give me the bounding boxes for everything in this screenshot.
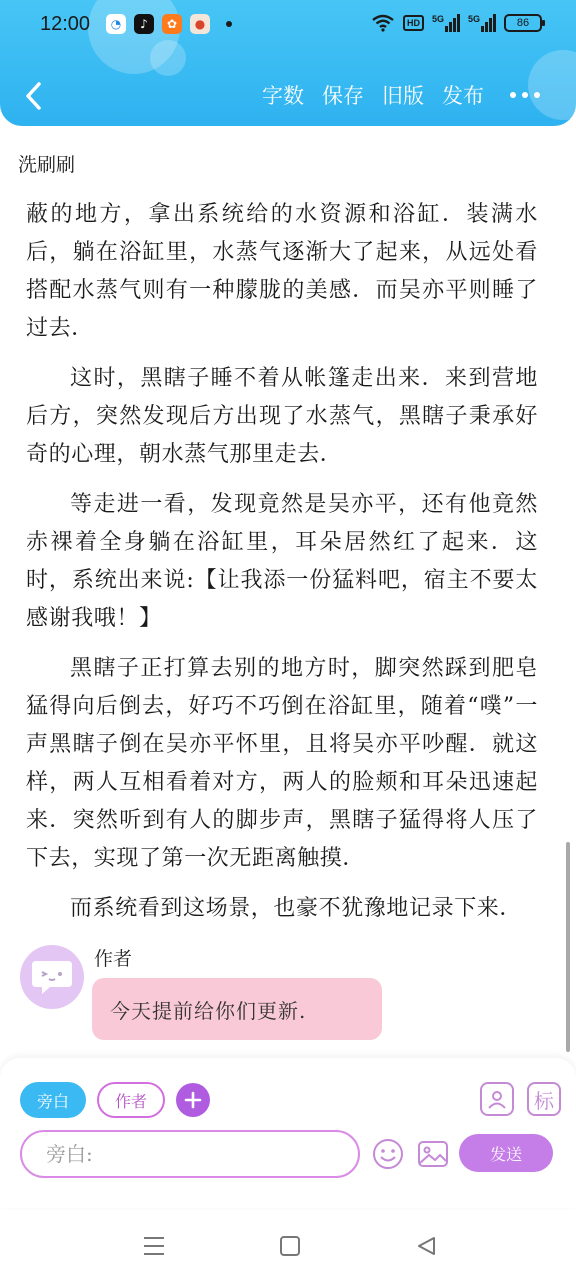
home-button[interactable] (276, 1232, 304, 1260)
story-paragraph: 这时，黑瞎子睡不着从帐篷走出来．来到营地后方，突然发现后方出现了水蒸气，黑瞎子秉承好奇的心理，朝水蒸气那里走去． (26, 366, 538, 467)
old-version-button[interactable]: 旧版 (382, 84, 424, 108)
notification-icons (106, 14, 232, 34)
story-title: 洗刷刷 (18, 154, 76, 176)
image-button[interactable] (416, 1137, 450, 1171)
back-button[interactable] (18, 78, 48, 114)
story-body[interactable] (26, 196, 538, 940)
message-input[interactable] (20, 1130, 360, 1178)
back-system-button[interactable] (412, 1232, 440, 1260)
status-bar (0, 0, 576, 52)
story-paragraph: 而系统看到这场景，也豪不犹豫地记录下来． (70, 896, 523, 921)
scrollbar[interactable] (566, 842, 570, 1052)
more-dot-icon (522, 92, 528, 98)
tag-icon: 标 (534, 1088, 554, 1113)
emoji-button[interactable] (371, 1137, 405, 1171)
system-navigation-bar (0, 1210, 576, 1280)
signal-1-label: 5G (431, 14, 444, 24)
author-message-bubble[interactable]: 今天提前给你们更新. (92, 978, 382, 1040)
more-dot-icon (510, 92, 516, 98)
battery-indicator: 86 (504, 14, 542, 32)
hd-badge: HD (403, 15, 424, 31)
browser-app-icon: ◔ (106, 14, 126, 34)
role-narrator-button[interactable]: 旁白 (20, 1082, 86, 1118)
status-time: 12:00 (40, 13, 91, 35)
more-notifications-dot (226, 21, 232, 27)
story-paragraph: 黑瞎子正打算去别的地方时，脚突然踩到肥皂猛得向后倒去，好巧不巧倒在浴缸里，随着“噗”一声黑瞎子倒在吴亦平怀里，且将吴亦平吵醒．就这样，两人互相看着对方，两人的脸颊和耳朵迅速起来．突然听到有人的脚步声，黑瞎子猛得将人压了下去，实现了第一次无距离触摸． (26, 656, 538, 871)
user-profile-icon (486, 1088, 508, 1110)
add-role-button[interactable] (176, 1083, 210, 1117)
image-icon (416, 1137, 450, 1171)
author-name: 作者 (94, 948, 133, 970)
chevron-left-icon (24, 81, 42, 111)
signal-1-icon (432, 14, 460, 32)
plus-icon (184, 1091, 202, 1109)
story-paragraph: 等走进一看，发现竟然是吴亦平，还有他竟然赤裸着全身躺在浴缸里，耳朵居然红了起来．这时，系统出来说:【让我添一份猛料吧，宿主不要太感谢我哦！】 (26, 492, 538, 631)
recent-apps-button[interactable] (140, 1232, 168, 1260)
author-avatar[interactable] (20, 945, 84, 1009)
editor-toolbar (0, 70, 576, 122)
more-dot-icon (534, 92, 540, 98)
send-button[interactable]: 发送 (459, 1134, 553, 1172)
game-app-icon: ● (190, 14, 210, 34)
story-paragraph: 蔽的地方，拿出系统给的水资源和浴缸．装满水后，躺在浴缸里，水蒸气逐渐大了起来，从远处看搭配水蒸气则有一种朦胧的美感．而吴亦平则睡了过去． (26, 202, 538, 341)
signal-2-label: 5G (467, 14, 480, 24)
save-button[interactable]: 保存 (322, 84, 364, 108)
square-icon (279, 1235, 301, 1257)
more-options-button[interactable] (510, 92, 540, 98)
toolbar-actions (262, 80, 484, 110)
chat-bubble-face-icon (30, 957, 74, 997)
wifi-icon (371, 14, 395, 32)
word-count-button[interactable]: 字数 (262, 84, 304, 108)
menu-icon (142, 1235, 166, 1257)
triangle-back-icon (415, 1235, 437, 1257)
character-button[interactable] (480, 1082, 514, 1116)
publish-button[interactable]: 发布 (442, 84, 484, 108)
role-author-button[interactable]: 作者 (97, 1082, 165, 1118)
taobao-app-icon: ✿ (162, 14, 182, 34)
tag-button[interactable] (527, 1082, 561, 1116)
top-header (0, 0, 576, 126)
smiley-icon (371, 1137, 405, 1171)
system-status-icons (371, 14, 542, 32)
tiktok-app-icon: ♪ (134, 14, 154, 34)
signal-2-icon (468, 14, 496, 32)
